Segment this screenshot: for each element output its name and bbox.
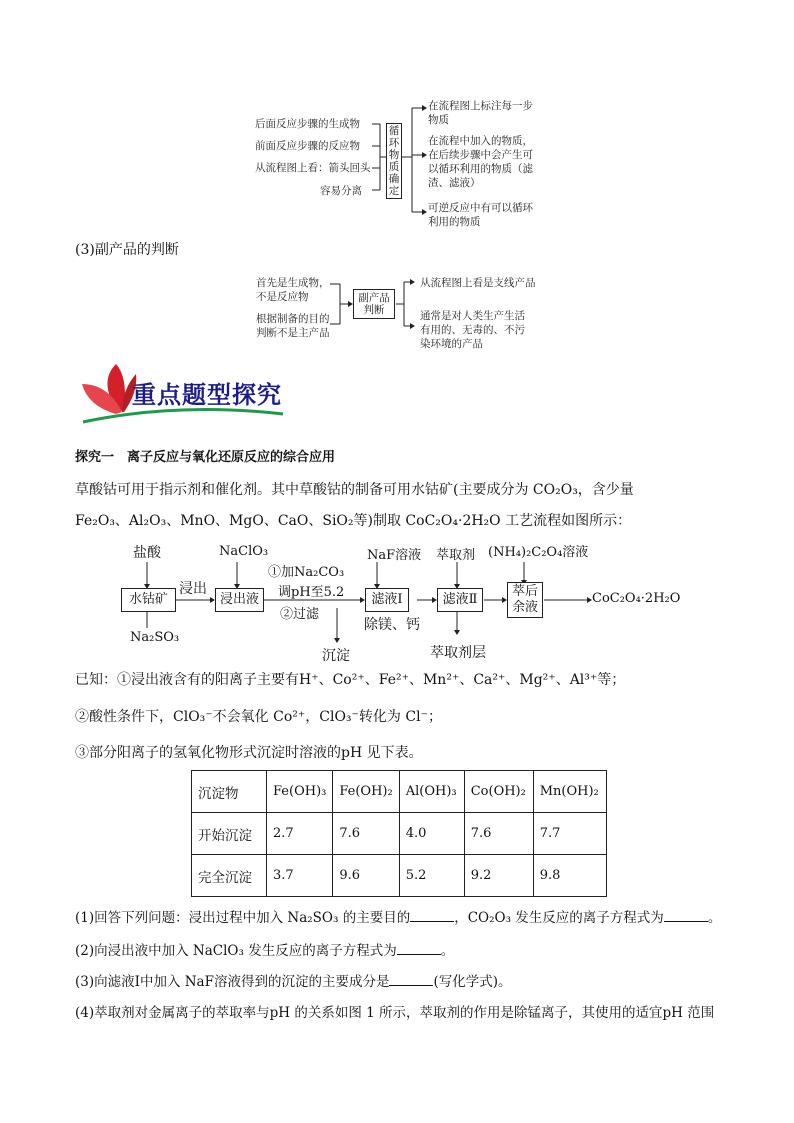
diagram2-right-1: 从流程图上看是支线产品 (420, 277, 536, 289)
diagram2-left-2: 不是反应物 (256, 291, 309, 303)
diagram1-left-3: 从流程图上看：箭头回头 (255, 162, 371, 174)
table-cell: 开始沉淀 (192, 813, 267, 855)
byproduct-box-line1: 副产品 (358, 292, 390, 304)
byproduct-box-line2: 判断 (363, 304, 385, 316)
table-cell: 2.7 (267, 813, 333, 855)
flow-label-adjust-ph: 调pH至5.2 (278, 585, 345, 600)
question-3 (75, 971, 512, 992)
diagram1-right-1: 在流程图上标注每一步 (428, 100, 533, 112)
known-2: ②酸性条件下，ClO₃⁻不会氧化 Co²⁺，ClO₃⁻转化为 Cl⁻； (75, 709, 442, 725)
table-row (192, 813, 607, 855)
flow-box-raffinate-line1: 萃后 (511, 584, 538, 599)
table-header-cell: Co(OH)₂ (464, 771, 533, 813)
question-4: (4)萃取剂对金属离子的萃取率与pH 的关系如图 1 所示，萃取剂的作用是除锰离子，其使用的适宜pH 范围 (75, 1005, 715, 1021)
diagram1-right-5: 以循环利用的物质（滤 (428, 163, 533, 175)
flow-label-extract-layer: 萃取剂层 (430, 645, 486, 661)
table-cell: 9.2 (464, 855, 533, 897)
table-cell: 9.8 (533, 855, 606, 897)
answer-blank-4[interactable] (389, 971, 433, 986)
table-cell: 7.7 (533, 813, 606, 855)
known-3: ③部分阳离子的氢氧化物形式沉淀时溶液的pH 见下表。 (75, 745, 423, 761)
diagram1-right-3: 在流程中加入的物质， (428, 135, 533, 147)
flow-label-naclo3: NaClO₃ (219, 544, 269, 559)
flow-label-oxalate: (NH₄)₂C₂O₄溶液 (488, 545, 589, 560)
answer-blank-3[interactable] (397, 940, 441, 955)
diagram2-right-3: 有用的、无毒的、不污 (420, 324, 525, 336)
question-2-part-b: 。 (440, 943, 455, 959)
diagram2-left-1: 首先是生成物， (256, 277, 330, 289)
diagram2-left-3: 根据制备的目的 (256, 313, 330, 325)
diagram1-left-1: 后面反应步骤的生成物 (255, 118, 360, 130)
diagram1-right-8: 利用的物质 (428, 216, 481, 228)
table-cell: 7.6 (464, 813, 533, 855)
diagram2-left-4: 判断不是主产品 (256, 327, 330, 339)
byproduct-box (353, 289, 395, 319)
flow-label-naf: NaF溶液 (367, 548, 422, 563)
flow-label-remove-mg-ca: 除镁、钙 (364, 617, 420, 633)
diagram1-right-6: 渣、滤液） (428, 177, 481, 189)
table-cell: 3.7 (267, 855, 333, 897)
answer-blank-1[interactable] (410, 907, 454, 922)
flow-product: CoC₂O₄·2H₂O (592, 591, 681, 606)
flow-box-filtrate-2: 滤液Ⅱ (437, 588, 483, 612)
diagram2-right-2: 通常是对人类生产生活 (420, 310, 525, 322)
table-header-cell: 沉淀物 (192, 771, 267, 813)
flow-box-leachate: 浸出液 (215, 588, 264, 612)
diagram1-right-2: 物质 (428, 114, 449, 126)
cycle-material-box-label: 循环物质确定 (388, 125, 400, 197)
diagram1-right-7: 可逆反应中有可以循环 (428, 202, 533, 214)
flow-box-raffinate-line2: 余液 (511, 600, 538, 615)
diagram2-right-4: 染环境的产品 (420, 338, 483, 350)
diagram1-left-2: 前面反应步骤的反应物 (255, 140, 360, 152)
question-1-part-a: (1)回答下列问题：浸出过程中加入 Na₂SO₃ 的主要目的 (75, 910, 411, 926)
flow-label-add-na2co3: ①加Na₂CO₃ (268, 565, 345, 580)
question-3-part-b: (写化学式)。 (433, 974, 512, 990)
question-1 (75, 907, 721, 928)
table-row (192, 855, 607, 897)
cycle-material-box (386, 123, 402, 199)
table-header-cell: Fe(OH)₃ (267, 771, 333, 813)
banner-title: 重点题型探究 (132, 381, 282, 409)
flow-label-leach: 浸出 (179, 581, 207, 597)
explore-title: 探究一 离子反应与氧化还原反应的综合应用 (75, 450, 336, 465)
question-3-part-a: (3)向滤液Ⅰ中加入 NaF溶液得到的沉淀的主要成分是 (75, 974, 390, 990)
question-2-part-a: (2)向浸出液中加入 NaClO₃ 发生反应的离子方程式为 (75, 943, 397, 959)
table-cell: 5.2 (399, 855, 464, 897)
table-cell: 9.6 (333, 855, 399, 897)
table-cell: 7.6 (333, 813, 399, 855)
question-1-part-b: ，CO₂O₃ 发生反应的离子方程式为 (454, 910, 664, 926)
table-header-cell: Mn(OH)₂ (533, 771, 606, 813)
diagram1-right-4: 在后续步骤中会产生可 (428, 149, 533, 161)
flow-label-extractant: 萃取剂 (436, 548, 476, 563)
intro-line-1: 草酸钴可用于指示剂和催化剂。其中草酸钴的制备可用水钴矿(主要成分为 CO₂O₃，含少量 (75, 482, 634, 498)
known-1: 已知：①浸出液含有的阳离子主要有H⁺、Co²⁺、Fe²⁺、Mn²⁺、Ca²⁺、Mg²⁺、Al³⁺等； (75, 672, 626, 688)
flow-label-na2so3: Na₂SO₃ (130, 630, 180, 645)
intro-line-2: Fe₂O₃、Al₂O₃、MnO、MgO、CaO、SiO₂等)制取 CoC₂O₄·2H₂O 工艺流程如图所示： (75, 513, 632, 529)
table-cell: 完全沉淀 (192, 855, 267, 897)
flow-box-ore: 水钴矿 (121, 588, 176, 612)
answer-blank-2[interactable] (664, 907, 708, 922)
question-2 (75, 940, 454, 961)
section3-heading: (3)副产品的判断 (75, 242, 179, 258)
table-header-row (192, 771, 607, 813)
table-cell: 4.0 (399, 813, 464, 855)
flow-label-precipitate: 沉淀 (322, 648, 350, 664)
flow-label-filter: ②过滤 (280, 607, 320, 622)
table-header-cell: Fe(OH)₂ (333, 771, 399, 813)
flow-label-hcl: 盐酸 (133, 545, 161, 561)
diagram1-left-4: 容易分离 (320, 185, 362, 197)
table-header-cell: Al(OH)₃ (399, 771, 464, 813)
ph-table (191, 770, 607, 897)
flow-box-filtrate-1: 滤液Ⅰ (365, 588, 409, 612)
flow-box-raffinate (507, 582, 543, 618)
question-1-part-c: 。 (707, 910, 722, 926)
